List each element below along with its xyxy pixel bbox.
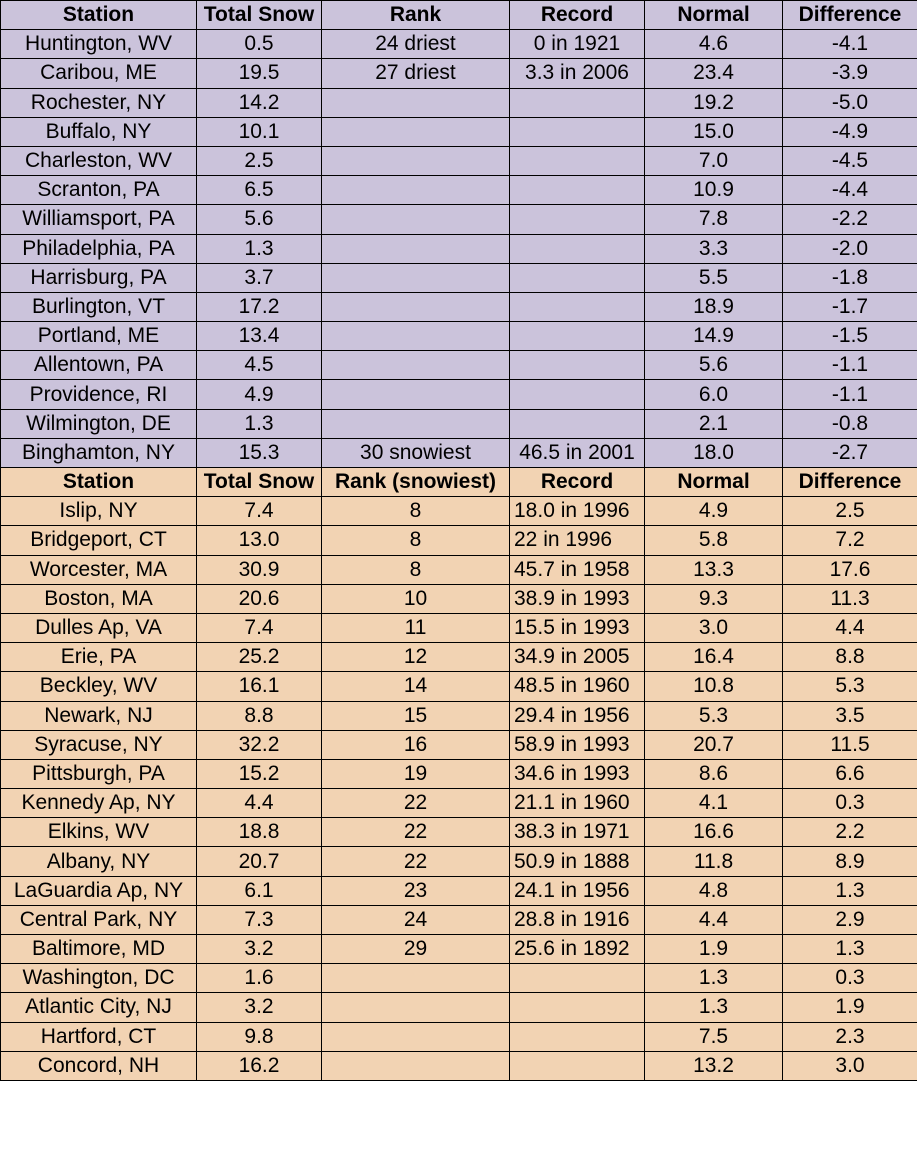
- total-snow-cell: 20.6: [197, 584, 322, 613]
- normal-cell: 1.9: [645, 935, 783, 964]
- total-snow-cell: 3.2: [197, 993, 322, 1022]
- normal-cell: 8.6: [645, 759, 783, 788]
- table-row: [1, 847, 917, 876]
- rank-cell: [322, 263, 510, 292]
- rank-cell: [322, 351, 510, 380]
- difference-cell: 0.3: [783, 964, 917, 993]
- table-row: [1, 584, 917, 613]
- table-row: [1, 643, 917, 672]
- column-header-total-snow: Total Snow: [197, 1, 322, 30]
- snowy-section: [1, 468, 917, 1081]
- difference-cell: 11.5: [783, 730, 917, 759]
- normal-cell: 6.0: [645, 380, 783, 409]
- difference-cell: 2.5: [783, 497, 917, 526]
- rank-cell: 8: [322, 497, 510, 526]
- difference-cell: 0.3: [783, 789, 917, 818]
- station-cell: Albany, NY: [1, 847, 197, 876]
- header-row: [1, 468, 917, 497]
- normal-cell: 13.3: [645, 555, 783, 584]
- record-cell: [510, 88, 645, 117]
- rank-cell: 27 driest: [322, 59, 510, 88]
- normal-cell: 3.0: [645, 613, 783, 642]
- rank-cell: [322, 409, 510, 438]
- normal-cell: 18.0: [645, 438, 783, 467]
- normal-cell: 14.9: [645, 322, 783, 351]
- rank-cell: 8: [322, 526, 510, 555]
- normal-cell: 23.4: [645, 59, 783, 88]
- station-cell: Concord, NH: [1, 1051, 197, 1080]
- normal-cell: 4.4: [645, 905, 783, 934]
- difference-cell: -2.7: [783, 438, 917, 467]
- table-row: [1, 497, 917, 526]
- difference-cell: -2.2: [783, 205, 917, 234]
- record-cell: 50.9 in 1888: [510, 847, 645, 876]
- table-row: [1, 1051, 917, 1080]
- record-cell: 28.8 in 1916: [510, 905, 645, 934]
- record-cell: [510, 263, 645, 292]
- station-cell: Binghamton, NY: [1, 438, 197, 467]
- table-row: [1, 555, 917, 584]
- station-cell: Portland, ME: [1, 322, 197, 351]
- difference-cell: 8.8: [783, 643, 917, 672]
- total-snow-cell: 7.3: [197, 905, 322, 934]
- total-snow-cell: 15.3: [197, 438, 322, 467]
- table-row: [1, 234, 917, 263]
- record-cell: 15.5 in 1993: [510, 613, 645, 642]
- difference-cell: 5.3: [783, 672, 917, 701]
- normal-cell: 4.1: [645, 789, 783, 818]
- station-cell: Elkins, WV: [1, 818, 197, 847]
- record-cell: [510, 380, 645, 409]
- table-row: [1, 59, 917, 88]
- station-cell: Philadelphia, PA: [1, 234, 197, 263]
- station-cell: Rochester, NY: [1, 88, 197, 117]
- table-row: [1, 759, 917, 788]
- record-cell: 25.6 in 1892: [510, 935, 645, 964]
- total-snow-cell: 32.2: [197, 730, 322, 759]
- total-snow-cell: 1.3: [197, 234, 322, 263]
- difference-cell: 2.9: [783, 905, 917, 934]
- total-snow-cell: 30.9: [197, 555, 322, 584]
- table-row: [1, 351, 917, 380]
- station-cell: Worcester, MA: [1, 555, 197, 584]
- normal-cell: 20.7: [645, 730, 783, 759]
- record-cell: 18.0 in 1996: [510, 497, 645, 526]
- rank-cell: 16: [322, 730, 510, 759]
- difference-cell: -2.0: [783, 234, 917, 263]
- station-cell: Scranton, PA: [1, 176, 197, 205]
- station-cell: Washington, DC: [1, 964, 197, 993]
- record-cell: 38.9 in 1993: [510, 584, 645, 613]
- station-cell: Beckley, WV: [1, 672, 197, 701]
- difference-cell: 2.2: [783, 818, 917, 847]
- table-row: [1, 701, 917, 730]
- total-snow-cell: 1.6: [197, 964, 322, 993]
- difference-cell: -4.1: [783, 30, 917, 59]
- difference-cell: 2.3: [783, 1022, 917, 1051]
- record-cell: [510, 234, 645, 263]
- difference-cell: -4.5: [783, 146, 917, 175]
- total-snow-cell: 17.2: [197, 292, 322, 321]
- total-snow-cell: 9.8: [197, 1022, 322, 1051]
- station-cell: Atlantic City, NJ: [1, 993, 197, 1022]
- normal-cell: 1.3: [645, 993, 783, 1022]
- rank-cell: [322, 1051, 510, 1080]
- rank-cell: [322, 176, 510, 205]
- total-snow-cell: 13.4: [197, 322, 322, 351]
- difference-cell: 6.6: [783, 759, 917, 788]
- normal-cell: 5.5: [645, 263, 783, 292]
- difference-cell: 1.3: [783, 935, 917, 964]
- record-cell: 58.9 in 1993: [510, 730, 645, 759]
- normal-cell: 10.9: [645, 176, 783, 205]
- record-cell: [510, 205, 645, 234]
- difference-cell: -1.7: [783, 292, 917, 321]
- difference-cell: 8.9: [783, 847, 917, 876]
- rank-cell: [322, 380, 510, 409]
- station-cell: Wilmington, DE: [1, 409, 197, 438]
- difference-cell: 1.3: [783, 876, 917, 905]
- column-header-record: Record: [510, 468, 645, 497]
- record-cell: 34.6 in 1993: [510, 759, 645, 788]
- record-cell: 34.9 in 2005: [510, 643, 645, 672]
- rank-cell: [322, 292, 510, 321]
- station-cell: Dulles Ap, VA: [1, 613, 197, 642]
- record-cell: [510, 176, 645, 205]
- table-row: [1, 438, 917, 467]
- rank-cell: [322, 964, 510, 993]
- record-cell: [510, 993, 645, 1022]
- normal-cell: 7.8: [645, 205, 783, 234]
- column-header-difference: Difference: [783, 1, 917, 30]
- normal-cell: 13.2: [645, 1051, 783, 1080]
- total-snow-cell: 16.2: [197, 1051, 322, 1080]
- record-cell: [510, 1051, 645, 1080]
- station-cell: Providence, RI: [1, 380, 197, 409]
- record-cell: 29.4 in 1956: [510, 701, 645, 730]
- normal-cell: 7.0: [645, 146, 783, 175]
- total-snow-cell: 15.2: [197, 759, 322, 788]
- rank-cell: 30 snowiest: [322, 438, 510, 467]
- difference-cell: -5.0: [783, 88, 917, 117]
- record-cell: [510, 409, 645, 438]
- station-cell: Caribou, ME: [1, 59, 197, 88]
- record-cell: [510, 322, 645, 351]
- difference-cell: 3.0: [783, 1051, 917, 1080]
- difference-cell: -4.9: [783, 117, 917, 146]
- column-header-record: Record: [510, 1, 645, 30]
- table-row: [1, 1022, 917, 1051]
- record-cell: 24.1 in 1956: [510, 876, 645, 905]
- table-row: [1, 292, 917, 321]
- total-snow-cell: 8.8: [197, 701, 322, 730]
- table-row: [1, 964, 917, 993]
- rank-cell: [322, 146, 510, 175]
- station-cell: Huntington, WV: [1, 30, 197, 59]
- normal-cell: 19.2: [645, 88, 783, 117]
- normal-cell: 10.8: [645, 672, 783, 701]
- difference-cell: 3.5: [783, 701, 917, 730]
- station-cell: Kennedy Ap, NY: [1, 789, 197, 818]
- difference-cell: 7.2: [783, 526, 917, 555]
- total-snow-cell: 4.4: [197, 789, 322, 818]
- normal-cell: 5.3: [645, 701, 783, 730]
- difference-cell: -1.1: [783, 380, 917, 409]
- table-row: [1, 905, 917, 934]
- table-row: [1, 205, 917, 234]
- rank-cell: 24: [322, 905, 510, 934]
- total-snow-cell: 18.8: [197, 818, 322, 847]
- record-cell: 3.3 in 2006: [510, 59, 645, 88]
- rank-cell: [322, 993, 510, 1022]
- station-cell: Central Park, NY: [1, 905, 197, 934]
- rank-cell: 29: [322, 935, 510, 964]
- table-row: [1, 409, 917, 438]
- rank-cell: 19: [322, 759, 510, 788]
- total-snow-cell: 14.2: [197, 88, 322, 117]
- difference-cell: -4.4: [783, 176, 917, 205]
- table-row: [1, 30, 917, 59]
- station-cell: Hartford, CT: [1, 1022, 197, 1051]
- record-cell: 46.5 in 2001: [510, 438, 645, 467]
- column-header-station: Station: [1, 468, 197, 497]
- record-cell: [510, 964, 645, 993]
- rank-cell: 8: [322, 555, 510, 584]
- normal-cell: 7.5: [645, 1022, 783, 1051]
- difference-cell: -1.1: [783, 351, 917, 380]
- station-cell: Islip, NY: [1, 497, 197, 526]
- total-snow-cell: 7.4: [197, 497, 322, 526]
- normal-cell: 2.1: [645, 409, 783, 438]
- rank-cell: 14: [322, 672, 510, 701]
- table-row: [1, 672, 917, 701]
- table-row: [1, 146, 917, 175]
- rank-cell: 22: [322, 847, 510, 876]
- rank-cell: 24 driest: [322, 30, 510, 59]
- normal-cell: 16.6: [645, 818, 783, 847]
- table-row: [1, 88, 917, 117]
- record-cell: 22 in 1996: [510, 526, 645, 555]
- rank-cell: [322, 1022, 510, 1051]
- record-cell: 38.3 in 1971: [510, 818, 645, 847]
- total-snow-cell: 19.5: [197, 59, 322, 88]
- table-row: [1, 380, 917, 409]
- total-snow-cell: 4.5: [197, 351, 322, 380]
- table-row: [1, 117, 917, 146]
- table-row: [1, 818, 917, 847]
- station-cell: Boston, MA: [1, 584, 197, 613]
- table-row: [1, 613, 917, 642]
- station-cell: Newark, NJ: [1, 701, 197, 730]
- rank-cell: 12: [322, 643, 510, 672]
- total-snow-cell: 16.1: [197, 672, 322, 701]
- table-row: [1, 176, 917, 205]
- station-cell: Bridgeport, CT: [1, 526, 197, 555]
- station-cell: Harrisburg, PA: [1, 263, 197, 292]
- table-row: [1, 322, 917, 351]
- rank-cell: [322, 234, 510, 263]
- normal-cell: 15.0: [645, 117, 783, 146]
- total-snow-cell: 6.5: [197, 176, 322, 205]
- rank-cell: [322, 117, 510, 146]
- difference-cell: 11.3: [783, 584, 917, 613]
- record-cell: 0 in 1921: [510, 30, 645, 59]
- station-cell: Erie, PA: [1, 643, 197, 672]
- normal-cell: 1.3: [645, 964, 783, 993]
- total-snow-cell: 3.7: [197, 263, 322, 292]
- column-header-rank: Rank: [322, 1, 510, 30]
- normal-cell: 9.3: [645, 584, 783, 613]
- total-snow-cell: 3.2: [197, 935, 322, 964]
- total-snow-cell: 5.6: [197, 205, 322, 234]
- difference-cell: -1.5: [783, 322, 917, 351]
- table-row: [1, 263, 917, 292]
- column-header-station: Station: [1, 1, 197, 30]
- rank-cell: 15: [322, 701, 510, 730]
- total-snow-cell: 7.4: [197, 613, 322, 642]
- difference-cell: 1.9: [783, 993, 917, 1022]
- record-cell: 48.5 in 1960: [510, 672, 645, 701]
- column-header-normal: Normal: [645, 468, 783, 497]
- total-snow-cell: 1.3: [197, 409, 322, 438]
- record-cell: 21.1 in 1960: [510, 789, 645, 818]
- table-row: [1, 935, 917, 964]
- normal-cell: 4.6: [645, 30, 783, 59]
- station-cell: Allentown, PA: [1, 351, 197, 380]
- record-cell: [510, 351, 645, 380]
- total-snow-cell: 10.1: [197, 117, 322, 146]
- rank-cell: 22: [322, 818, 510, 847]
- normal-cell: 16.4: [645, 643, 783, 672]
- normal-cell: 5.8: [645, 526, 783, 555]
- record-cell: 45.7 in 1958: [510, 555, 645, 584]
- table-row: [1, 789, 917, 818]
- column-header-difference: Difference: [783, 468, 917, 497]
- rank-cell: 22: [322, 789, 510, 818]
- table-row: [1, 876, 917, 905]
- total-snow-cell: 2.5: [197, 146, 322, 175]
- normal-cell: 3.3: [645, 234, 783, 263]
- station-cell: Williamsport, PA: [1, 205, 197, 234]
- rank-cell: [322, 205, 510, 234]
- station-cell: Charleston, WV: [1, 146, 197, 175]
- total-snow-cell: 20.7: [197, 847, 322, 876]
- rank-cell: [322, 322, 510, 351]
- difference-cell: 17.6: [783, 555, 917, 584]
- station-cell: Burlington, VT: [1, 292, 197, 321]
- record-cell: [510, 1022, 645, 1051]
- difference-cell: 4.4: [783, 613, 917, 642]
- rank-cell: [322, 88, 510, 117]
- rank-cell: 11: [322, 613, 510, 642]
- dry-section: [1, 1, 917, 468]
- total-snow-cell: 0.5: [197, 30, 322, 59]
- table-row: [1, 993, 917, 1022]
- difference-cell: -1.8: [783, 263, 917, 292]
- normal-cell: 18.9: [645, 292, 783, 321]
- table-row: [1, 526, 917, 555]
- difference-cell: -3.9: [783, 59, 917, 88]
- column-header-total-snow: Total Snow: [197, 468, 322, 497]
- station-cell: Baltimore, MD: [1, 935, 197, 964]
- column-header-rank: Rank (snowiest): [322, 468, 510, 497]
- total-snow-cell: 4.9: [197, 380, 322, 409]
- normal-cell: 4.8: [645, 876, 783, 905]
- station-cell: Pittsburgh, PA: [1, 759, 197, 788]
- station-cell: LaGuardia Ap, NY: [1, 876, 197, 905]
- rank-cell: 10: [322, 584, 510, 613]
- station-cell: Buffalo, NY: [1, 117, 197, 146]
- record-cell: [510, 117, 645, 146]
- total-snow-cell: 13.0: [197, 526, 322, 555]
- normal-cell: 11.8: [645, 847, 783, 876]
- station-cell: Syracuse, NY: [1, 730, 197, 759]
- total-snow-cell: 6.1: [197, 876, 322, 905]
- column-header-normal: Normal: [645, 1, 783, 30]
- total-snow-cell: 25.2: [197, 643, 322, 672]
- record-cell: [510, 292, 645, 321]
- rank-cell: 23: [322, 876, 510, 905]
- table-row: [1, 730, 917, 759]
- normal-cell: 5.6: [645, 351, 783, 380]
- record-cell: [510, 146, 645, 175]
- normal-cell: 4.9: [645, 497, 783, 526]
- difference-cell: -0.8: [783, 409, 917, 438]
- header-row: [1, 1, 917, 30]
